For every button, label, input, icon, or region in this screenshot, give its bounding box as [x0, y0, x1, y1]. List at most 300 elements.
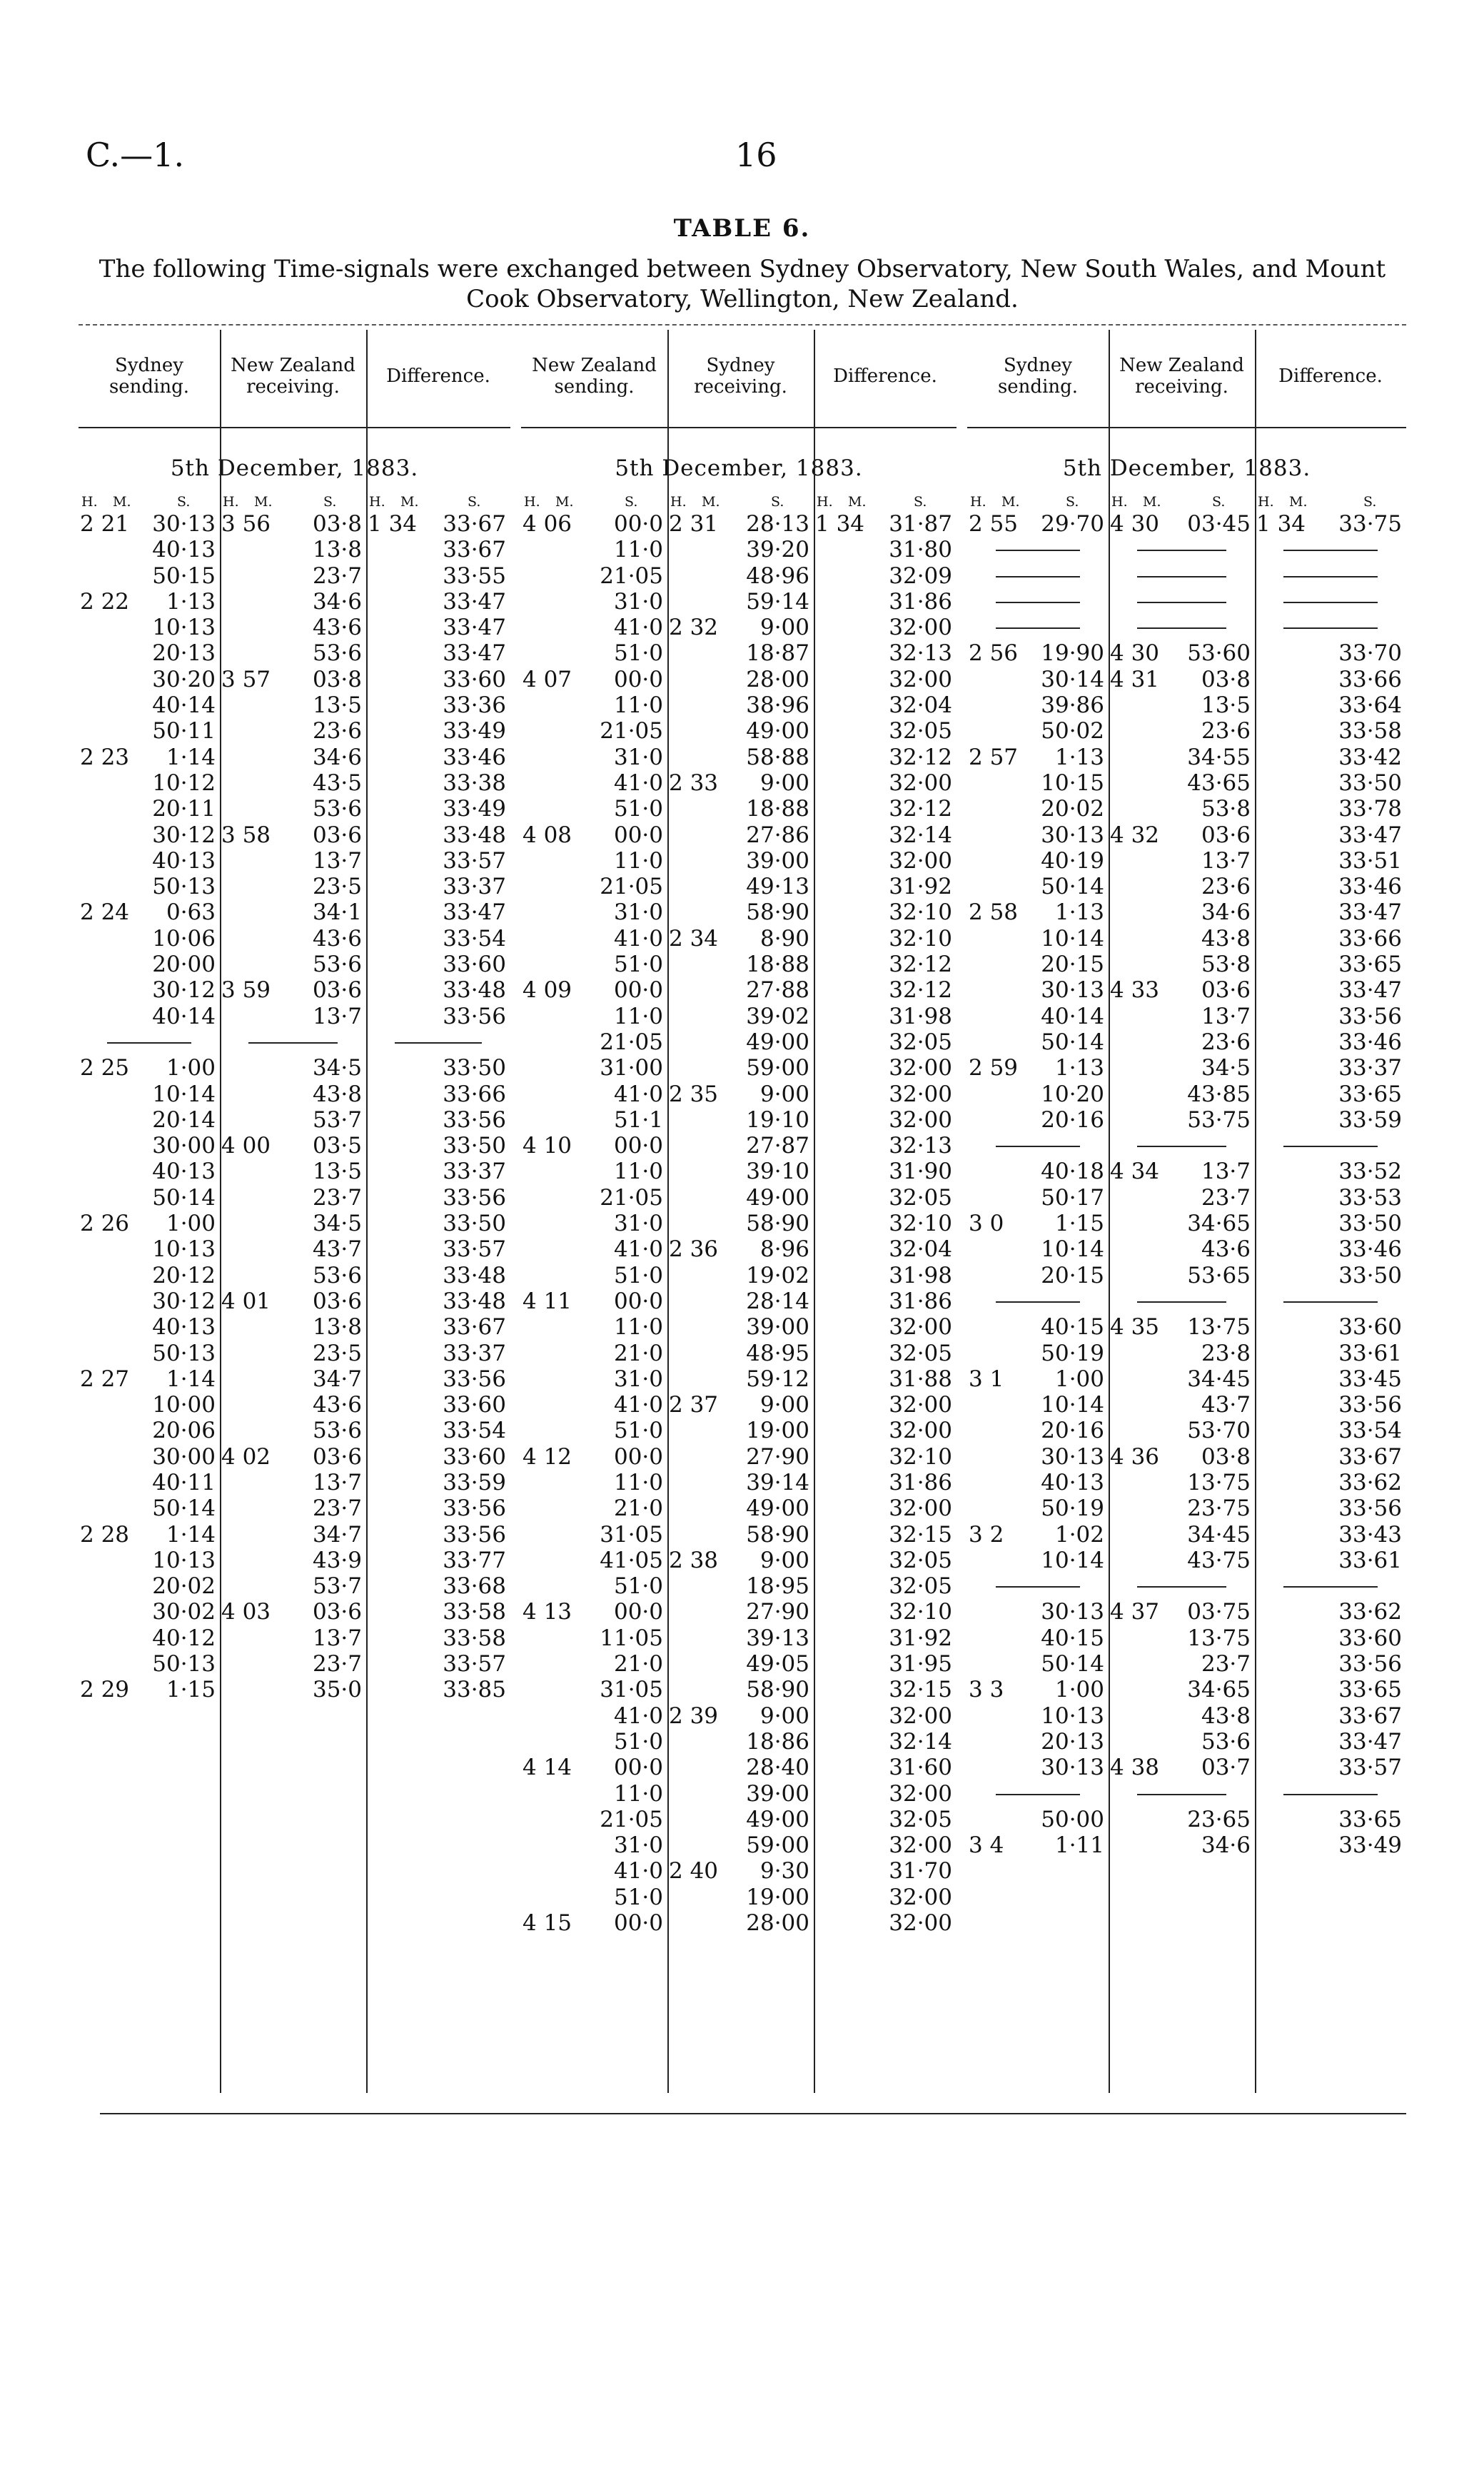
seconds-cell: 13·7 — [312, 1625, 362, 1651]
table-row — [521, 1236, 956, 1262]
table-row — [521, 926, 956, 952]
table-row — [967, 511, 1406, 537]
seconds-cell: 32·12 — [889, 744, 952, 770]
seconds-cell: 53·60 — [1187, 640, 1251, 667]
hours-minutes-cell: 4 11 — [523, 1288, 572, 1314]
seconds-cell: 43·75 — [1187, 1547, 1251, 1573]
document-reference: C.—1. — [86, 136, 185, 174]
table-row — [967, 1832, 1406, 1858]
seconds-cell: 13·7 — [1201, 1159, 1251, 1185]
seconds-cell: 33·50 — [443, 1055, 506, 1081]
seconds-cell: 31·70 — [889, 1858, 952, 1885]
seconds-cell: 33·65 — [1338, 1081, 1402, 1107]
seconds-cell: 40·13 — [152, 1159, 216, 1185]
hours-minutes-cell: 4 09 — [523, 977, 572, 1004]
seconds-cell: 13·7 — [312, 1003, 362, 1029]
seconds-cell: 51·0 — [613, 1262, 663, 1288]
seconds-cell: 30·00 — [152, 1443, 216, 1470]
seconds-cell: 1·13 — [1054, 899, 1104, 926]
hours-minutes-cell: 2 56 — [969, 640, 1019, 667]
seconds-cell: 30·02 — [152, 1599, 216, 1625]
seconds-cell: 50·02 — [1041, 718, 1104, 745]
seconds-cell: 20·16 — [1041, 1418, 1104, 1444]
seconds-cell: 33·61 — [1338, 1547, 1402, 1573]
seconds-cell: 34·65 — [1187, 1211, 1251, 1237]
table-row — [521, 692, 956, 718]
seconds-cell: 34·1 — [312, 899, 362, 926]
hours-minutes-cell: 1 34 — [815, 511, 865, 537]
hours-minutes-cell: 4 03 — [221, 1599, 271, 1625]
bottom-rule — [100, 2113, 1406, 2114]
table-row — [79, 1573, 510, 1599]
seconds-cell: 33·52 — [1338, 1159, 1402, 1185]
seconds-cell: 34·45 — [1187, 1366, 1251, 1392]
column-header: Sydney receiving. — [694, 355, 787, 398]
hours-minutes-cell: 4 36 — [1110, 1443, 1160, 1470]
seconds-cell: 21·0 — [613, 1495, 663, 1522]
table-row — [967, 589, 1406, 615]
hours-minutes-cell: 3 57 — [221, 666, 271, 692]
column-headers — [79, 330, 510, 423]
top-rule — [79, 324, 1406, 326]
table-row — [79, 1314, 510, 1340]
seconds-cell: 40·14 — [152, 692, 216, 719]
seconds-cell: 31·92 — [889, 1625, 952, 1651]
seconds-cell: 10·13 — [152, 1547, 216, 1573]
seconds-cell: 33·58 — [443, 1625, 506, 1651]
seconds-cell: 8·90 — [759, 925, 809, 952]
seconds-cell: 32·00 — [889, 1314, 952, 1341]
table-row — [521, 1341, 956, 1366]
seconds-cell: 33·78 — [1338, 796, 1402, 822]
date-heading: 5th December, 1883. — [615, 455, 863, 481]
table-row — [79, 1625, 510, 1651]
hours-minutes-cell: 4 06 — [523, 511, 572, 537]
seconds-cell: 53·70 — [1187, 1418, 1251, 1444]
seconds-cell: 33·68 — [443, 1573, 506, 1600]
table-row — [521, 1366, 956, 1392]
seconds-cell: 32·15 — [889, 1521, 952, 1548]
seconds-cell: 03·6 — [312, 1443, 362, 1470]
table-row — [967, 1470, 1406, 1495]
hours-minutes-cell: 4 08 — [523, 822, 572, 848]
seconds-cell: 18·86 — [746, 1728, 809, 1755]
seconds-cell: 32·13 — [889, 1133, 952, 1159]
seconds-cell: 32·00 — [889, 1832, 952, 1859]
seconds-cell: 31·05 — [600, 1677, 663, 1703]
seconds-cell: 33·47 — [443, 899, 506, 926]
table-row — [79, 1133, 510, 1159]
seconds-cell: 51·0 — [613, 1573, 663, 1600]
seconds-cell: 33·75 — [1338, 511, 1402, 537]
table-row — [967, 1185, 1406, 1211]
seconds-cell: 03·45 — [1187, 511, 1251, 537]
seconds-cell: 33·65 — [1338, 1677, 1402, 1703]
seconds-cell: 1·00 — [1054, 1677, 1104, 1703]
seconds-cell: 51·0 — [613, 952, 663, 978]
table-row — [521, 1781, 956, 1807]
table-row — [967, 1625, 1406, 1651]
table-row — [79, 1107, 510, 1133]
table-row — [967, 667, 1406, 692]
seconds-cell: 34·6 — [312, 588, 362, 615]
seconds-cell: 50·14 — [152, 1184, 216, 1211]
seconds-cell: 03·8 — [1201, 666, 1251, 692]
seconds-cell: 0·63 — [166, 899, 216, 926]
seconds-cell: 32·00 — [889, 1702, 952, 1729]
seconds-cell: 40·19 — [1041, 847, 1104, 874]
hours-minutes-cell: 2 23 — [80, 744, 130, 770]
seconds-cell: 39·00 — [746, 1780, 809, 1807]
seconds-cell: 23·7 — [1201, 1184, 1251, 1211]
seconds-cell: 31·80 — [889, 537, 952, 563]
seconds-cell: 58·90 — [746, 899, 809, 926]
seconds-cell: 33·37 — [443, 874, 506, 900]
seconds-cell: 9·30 — [759, 1858, 809, 1885]
seconds-cell: 32·05 — [889, 1029, 952, 1055]
seconds-cell: 32·12 — [889, 952, 952, 978]
seconds-cell: 43·6 — [312, 1392, 362, 1418]
table-row — [79, 1341, 510, 1366]
seconds-cell: 31·0 — [613, 1211, 663, 1237]
table-row — [521, 822, 956, 848]
seconds-cell: 32·05 — [889, 1573, 952, 1600]
seconds-cell: 40·15 — [1041, 1625, 1104, 1651]
seconds-cell: 9·00 — [759, 615, 809, 641]
table-row — [521, 615, 956, 640]
hours-minutes-cell: 3 56 — [221, 511, 271, 537]
table-row — [967, 1029, 1406, 1055]
column-header: New Zealand receiving. — [231, 355, 355, 398]
data-rows — [79, 511, 510, 1703]
seconds-cell: 03·6 — [1201, 822, 1251, 848]
seconds-cell: 49·00 — [746, 1806, 809, 1832]
table-row — [79, 770, 510, 796]
date-heading: 5th December, 1883. — [170, 455, 419, 481]
hours-minutes-cell: 1 34 — [1256, 511, 1306, 537]
seconds-cell: 30·13 — [152, 511, 216, 537]
hours-minutes-cell: 2 28 — [80, 1521, 130, 1548]
table-row — [79, 615, 510, 640]
hours-minutes-cell: 4 14 — [523, 1755, 572, 1781]
seconds-cell: 21·05 — [600, 1029, 663, 1055]
seconds-cell: 28·40 — [746, 1755, 809, 1781]
seconds-cell: 39·86 — [1041, 692, 1104, 719]
seconds-cell: 19·00 — [746, 1884, 809, 1910]
seconds-cell: 10·00 — [152, 1392, 216, 1418]
seconds-cell: 33·60 — [443, 1443, 506, 1470]
seconds-cell: 50·17 — [1041, 1184, 1104, 1211]
seconds-cell: 21·05 — [600, 718, 663, 745]
header-rule — [521, 427, 956, 428]
seconds-cell: 23·8 — [1201, 1340, 1251, 1366]
omitted-signal-dash — [1137, 1586, 1226, 1588]
seconds-cell: 9·00 — [759, 1081, 809, 1107]
hours-minutes-cell: 3 0 — [969, 1211, 1004, 1237]
seconds-cell: 33·56 — [443, 1366, 506, 1392]
seconds-cell: 50·19 — [1041, 1495, 1104, 1522]
table-row — [79, 848, 510, 874]
seconds-cell: 32·09 — [889, 563, 952, 589]
table-row — [967, 1055, 1406, 1081]
seconds-cell: 1·00 — [166, 1211, 216, 1237]
seconds-cell: 33·36 — [443, 692, 506, 719]
table-row — [967, 1807, 1406, 1832]
seconds-cell: 53·6 — [1201, 1728, 1251, 1755]
seconds-cell: 53·7 — [312, 1573, 362, 1600]
omitted-signal-dash — [1283, 1794, 1378, 1795]
seconds-cell: 33·59 — [443, 1469, 506, 1495]
hours-minutes-cell: 2 37 — [669, 1392, 719, 1418]
seconds-cell: 34·55 — [1187, 744, 1251, 770]
seconds-cell: 33·65 — [1338, 952, 1402, 978]
seconds-cell: 33·60 — [1338, 1625, 1402, 1651]
seconds-cell: 50·13 — [152, 1340, 216, 1366]
table-row — [521, 1625, 956, 1651]
seconds-cell: 43·9 — [312, 1547, 362, 1573]
table-row — [521, 537, 956, 563]
seconds-cell: 23·75 — [1187, 1495, 1251, 1522]
data-rows — [967, 511, 1406, 1858]
omitted-signal-dash — [1283, 550, 1378, 551]
data-rows — [521, 511, 956, 1936]
table-row — [79, 1418, 510, 1443]
seconds-cell: 32·04 — [889, 1236, 952, 1263]
table-row — [79, 745, 510, 770]
seconds-cell: 00·0 — [613, 1755, 663, 1781]
seconds-cell: 30·14 — [1041, 666, 1104, 692]
table-row — [967, 1418, 1406, 1443]
seconds-cell: 31·0 — [613, 1366, 663, 1392]
table-row — [521, 745, 956, 770]
table-row — [967, 1548, 1406, 1573]
hours-minutes-cell: 2 59 — [969, 1055, 1019, 1081]
table-row — [521, 1548, 956, 1573]
table-title: TABLE 6. — [673, 214, 811, 243]
seconds-cell: 41·0 — [613, 1392, 663, 1418]
seconds-cell: 43·6 — [312, 925, 362, 952]
seconds-cell: 33·47 — [1338, 977, 1402, 1004]
seconds-cell: 53·65 — [1187, 1262, 1251, 1288]
seconds-cell: 31·0 — [613, 588, 663, 615]
omitted-signal-dash — [1283, 1146, 1378, 1147]
table-row — [79, 718, 510, 744]
seconds-cell: 33·66 — [443, 1081, 506, 1107]
seconds-cell: 18·88 — [746, 796, 809, 822]
table-row — [967, 1573, 1406, 1599]
table-row — [967, 640, 1406, 666]
seconds-cell: 30·13 — [1041, 1599, 1104, 1625]
seconds-cell: 9·00 — [759, 770, 809, 796]
table-row — [521, 1522, 956, 1548]
unit-label: H. — [524, 494, 540, 510]
unit-label: S. — [1212, 494, 1226, 510]
seconds-cell: 1·13 — [166, 588, 216, 615]
unit-label: M. — [254, 494, 273, 510]
hours-minutes-cell: 4 33 — [1110, 977, 1160, 1004]
seconds-cell: 1·14 — [166, 1521, 216, 1548]
table-row — [967, 796, 1406, 822]
table-row — [967, 745, 1406, 770]
seconds-cell: 51·0 — [613, 796, 663, 822]
seconds-cell: 30·13 — [1041, 1443, 1104, 1470]
unit-label: H. — [1258, 494, 1274, 510]
table-row — [79, 1651, 510, 1677]
seconds-cell: 33·67 — [1338, 1443, 1402, 1470]
table-row — [79, 1677, 510, 1702]
table-row — [521, 770, 956, 796]
seconds-cell: 33·50 — [443, 1133, 506, 1159]
table-row — [79, 667, 510, 692]
table-row — [967, 1263, 1406, 1288]
table-row — [521, 899, 956, 925]
seconds-cell: 10·13 — [152, 615, 216, 641]
seconds-cell: 9·00 — [759, 1547, 809, 1573]
table-row — [521, 1832, 956, 1858]
seconds-cell: 34·5 — [312, 1055, 362, 1081]
seconds-cell: 43·6 — [312, 615, 362, 641]
seconds-cell: 21·05 — [600, 563, 663, 589]
seconds-cell: 00·0 — [613, 1133, 663, 1159]
table-row — [967, 899, 1406, 925]
seconds-cell: 51·0 — [613, 640, 663, 667]
seconds-cell: 20·02 — [1041, 796, 1104, 822]
seconds-cell: 33·85 — [443, 1677, 506, 1703]
seconds-cell: 21·0 — [613, 1651, 663, 1678]
seconds-cell: 1·13 — [1054, 1055, 1104, 1081]
table-row — [967, 1651, 1406, 1677]
table-row — [521, 952, 956, 977]
seconds-cell: 33·67 — [443, 1314, 506, 1341]
page-number: 16 — [735, 136, 777, 174]
seconds-cell: 40·14 — [1041, 1003, 1104, 1029]
seconds-cell: 27·90 — [746, 1443, 809, 1470]
seconds-cell: 41·0 — [613, 1858, 663, 1885]
omitted-signal-dash — [996, 550, 1080, 551]
seconds-cell: 50·14 — [1041, 1651, 1104, 1678]
seconds-cell: 13·7 — [312, 847, 362, 874]
seconds-cell: 31·05 — [600, 1521, 663, 1548]
table-row — [79, 1211, 510, 1236]
table-row — [521, 1004, 956, 1029]
hours-minutes-cell: 2 22 — [80, 588, 130, 615]
seconds-cell: 32·14 — [889, 1728, 952, 1755]
seconds-cell: 23·7 — [312, 1495, 362, 1522]
seconds-cell: 10·14 — [1041, 1547, 1104, 1573]
date-heading: 5th December, 1883. — [1062, 455, 1311, 481]
table-row — [967, 1081, 1406, 1107]
seconds-cell: 33·47 — [443, 640, 506, 667]
seconds-cell: 33·51 — [1338, 847, 1402, 874]
seconds-cell: 11·0 — [613, 1780, 663, 1807]
unit-label: S. — [1066, 494, 1079, 510]
seconds-cell: 00·0 — [613, 1288, 663, 1314]
seconds-cell: 18·88 — [746, 952, 809, 978]
seconds-cell: 33·66 — [1338, 666, 1402, 692]
hours-minutes-cell: 2 58 — [969, 899, 1019, 926]
table-row — [521, 1703, 956, 1729]
omitted-signal-dash — [1137, 1301, 1226, 1303]
column-header: Difference. — [386, 365, 490, 387]
seconds-cell: 33·57 — [443, 1651, 506, 1678]
seconds-cell: 33·60 — [443, 666, 506, 692]
seconds-cell: 10·14 — [1041, 925, 1104, 952]
seconds-cell: 33·54 — [443, 1418, 506, 1444]
table-row — [79, 1004, 510, 1029]
table-row — [967, 848, 1406, 874]
omitted-signal-dash — [107, 1042, 191, 1044]
table-row — [521, 1418, 956, 1443]
seconds-cell: 00·0 — [613, 1599, 663, 1625]
seconds-cell: 33·48 — [443, 977, 506, 1004]
hours-minutes-cell: 3 2 — [969, 1521, 1004, 1548]
seconds-cell: 00·0 — [613, 511, 663, 537]
seconds-cell: 59·14 — [746, 588, 809, 615]
table-row — [967, 874, 1406, 899]
table-row — [521, 1885, 956, 1910]
seconds-cell: 33·47 — [443, 588, 506, 615]
seconds-cell: 8·96 — [759, 1236, 809, 1263]
seconds-cell: 32·00 — [889, 847, 952, 874]
table-row — [967, 1522, 1406, 1548]
seconds-cell: 38·96 — [746, 692, 809, 719]
seconds-cell: 32·12 — [889, 796, 952, 822]
seconds-cell: 33·57 — [1338, 1755, 1402, 1781]
hours-minutes-cell: 2 29 — [80, 1677, 130, 1703]
seconds-cell: 32·14 — [889, 822, 952, 848]
seconds-cell: 58·88 — [746, 744, 809, 770]
table-row — [967, 1107, 1406, 1133]
seconds-cell: 33·60 — [443, 1392, 506, 1418]
seconds-cell: 49·00 — [746, 718, 809, 745]
table-row — [967, 1133, 1406, 1159]
omitted-signal-dash — [996, 1794, 1080, 1795]
table-row — [521, 1211, 956, 1236]
hours-minutes-cell: 2 39 — [669, 1702, 719, 1729]
seconds-cell: 41·0 — [613, 770, 663, 796]
seconds-cell: 33·50 — [1338, 770, 1402, 796]
seconds-cell: 21·05 — [600, 1184, 663, 1211]
seconds-cell: 30·13 — [1041, 977, 1104, 1004]
seconds-cell: 03·8 — [312, 666, 362, 692]
seconds-cell: 33·46 — [443, 744, 506, 770]
seconds-cell: 03·7 — [1201, 1755, 1251, 1781]
seconds-cell: 50·13 — [152, 1651, 216, 1678]
hours-minutes-cell: 4 00 — [221, 1133, 271, 1159]
seconds-cell: 1·02 — [1054, 1521, 1104, 1548]
table-row — [79, 1599, 510, 1625]
table-row — [967, 718, 1406, 744]
seconds-cell: 33·48 — [443, 1262, 506, 1288]
table-row — [967, 1444, 1406, 1470]
table-row — [79, 589, 510, 615]
seconds-cell: 32·00 — [889, 1884, 952, 1910]
seconds-cell: 23·6 — [1201, 874, 1251, 900]
column-header: New Zealand sending. — [532, 355, 657, 398]
hours-minutes-cell: 3 1 — [969, 1366, 1004, 1392]
table-row — [79, 1522, 510, 1548]
seconds-cell: 33·46 — [1338, 1029, 1402, 1055]
column-header: Sydney sending. — [997, 355, 1079, 398]
seconds-cell: 39·14 — [746, 1469, 809, 1495]
seconds-cell: 30·12 — [152, 977, 216, 1004]
unit-label: H. — [369, 494, 385, 510]
page-header — [86, 136, 1406, 186]
seconds-cell: 33·47 — [443, 615, 506, 641]
hours-minutes-cell: 1 34 — [368, 511, 418, 537]
seconds-cell: 32·10 — [889, 1443, 952, 1470]
hours-minutes-cell: 4 01 — [221, 1288, 271, 1314]
